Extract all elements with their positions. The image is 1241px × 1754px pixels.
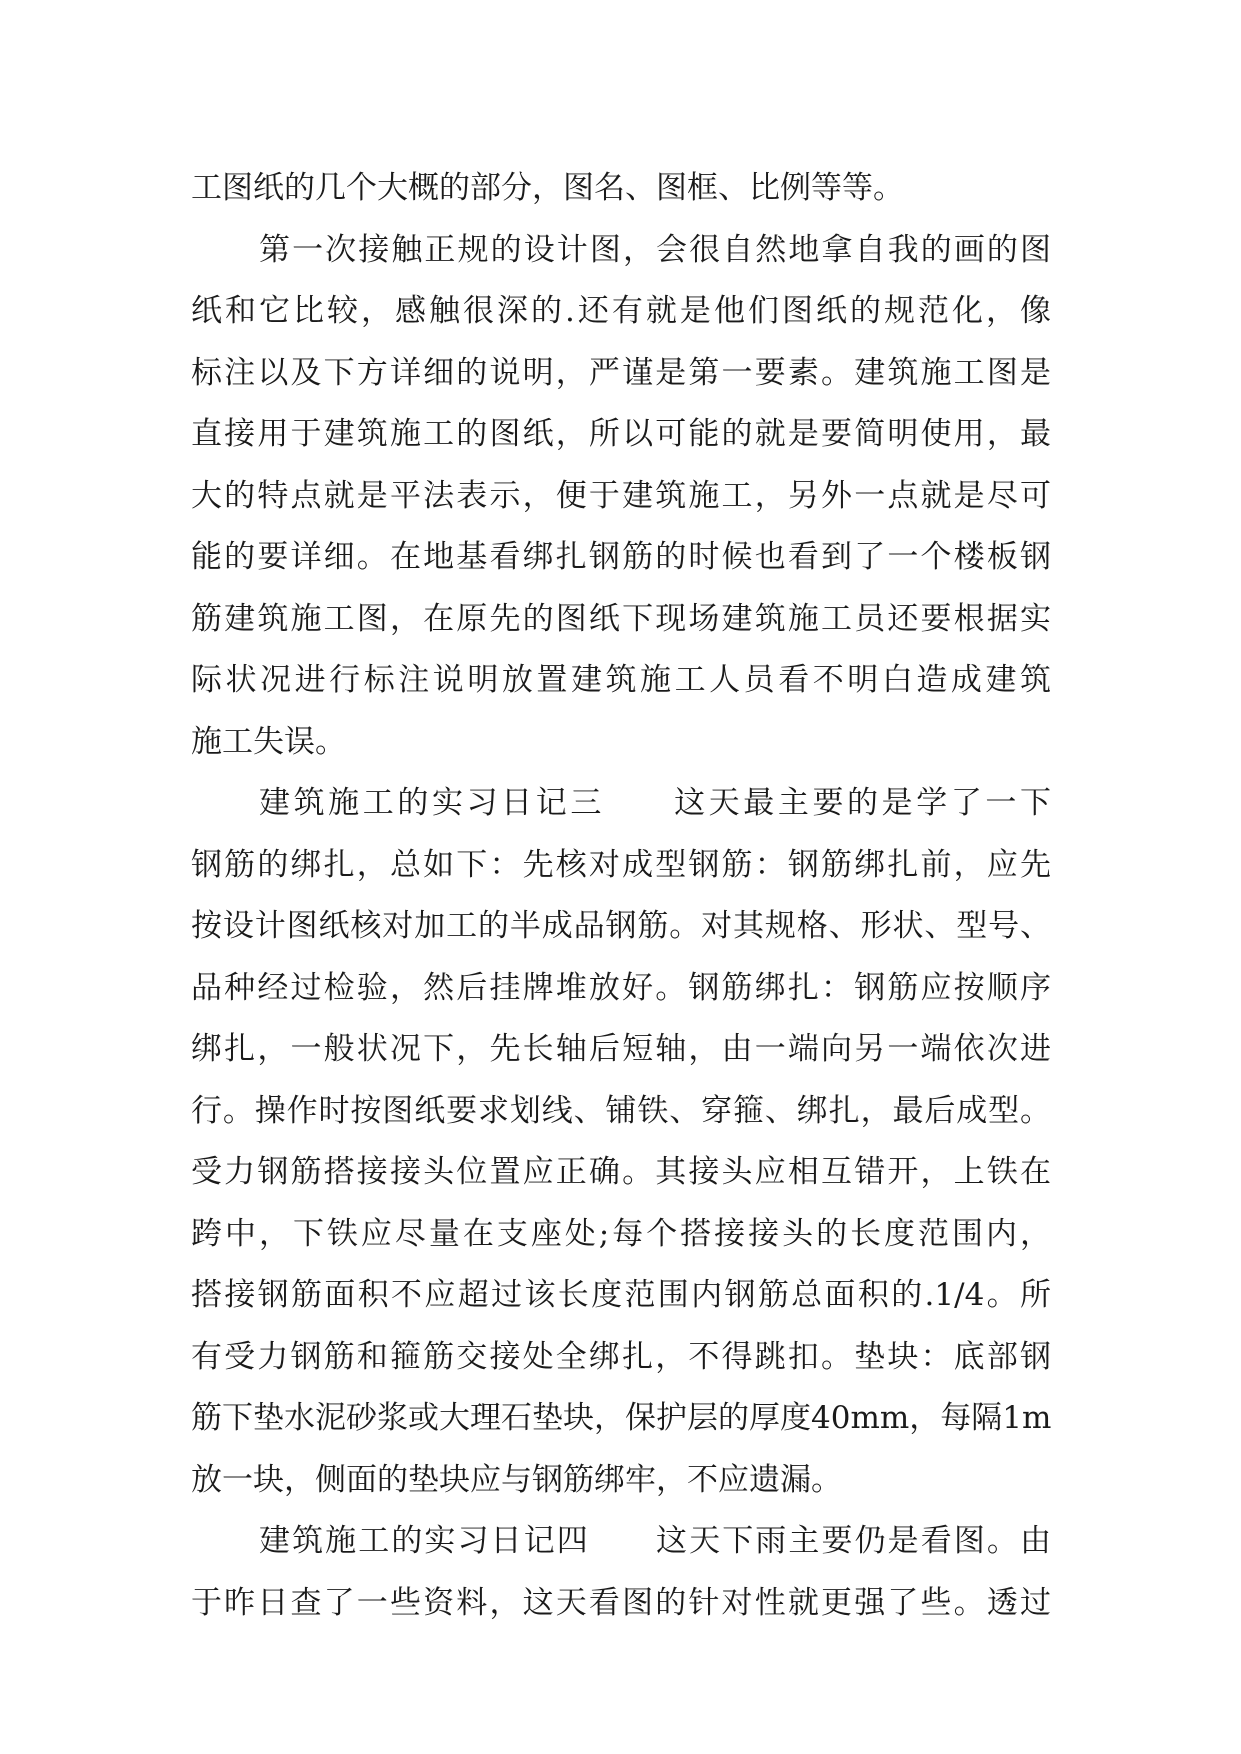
text-line: 受力钢筋搭接接头位置应正确。其接头应相互错开，上铁在 bbox=[191, 1154, 1051, 1190]
text-line: 能的要详细。在地基看绑扎钢筋的时候也看到了一个楼板钢 bbox=[191, 539, 1051, 575]
text-line: 放一块，侧面的垫块应与钢筋绑牢，不应遗漏。 bbox=[191, 1461, 842, 1498]
text-line: 大的特点就是平法表示，便于建筑施工，另外一点就是尽可 bbox=[191, 477, 1051, 514]
text-line: 直接用于建筑施工的图纸，所以可能的就是要简明使用，最 bbox=[191, 416, 1051, 452]
text-line: 跨中，下铁应尽量在支座处;每个搭接接头的长度范围内， bbox=[191, 1215, 1051, 1252]
text-line: 绑扎，一般状况下，先长轴后短轴，由一端向另一端依次进 bbox=[191, 1031, 1051, 1067]
paragraph-first-line: 建筑施工的实习日记四 这天下雨主要仍是看图。由 bbox=[259, 1523, 1051, 1559]
text-line: 纸和它比较，感触很深的.还有就是他们图纸的规范化，像 bbox=[191, 293, 1051, 329]
text-line: 按设计图纸核对加工的半成品钢筋。对其规格、形状、型号、 bbox=[191, 908, 1051, 944]
paragraph-first-line: 第一次接触正规的设计图，会很自然地拿自我的画的图 bbox=[259, 231, 1051, 268]
text-line: 有受力钢筋和箍筋交接处全绑扎，不得跳扣。垫块：底部钢 bbox=[191, 1338, 1051, 1375]
text-line: 际状况进行标注说明放置建筑施工人员看不明白造成建筑 bbox=[191, 662, 1051, 698]
text-line: 筋建筑施工图，在原先的图纸下现场建筑施工员还要根据实 bbox=[191, 600, 1051, 637]
text-line: 品种经过检验，然后挂牌堆放好。钢筋绑扎：钢筋应按顺序 bbox=[191, 969, 1051, 1006]
paragraph-first-line: 建筑施工的实习日记三 这天最主要的是学了一下 bbox=[259, 785, 1051, 821]
text-line: 施工失误。 bbox=[191, 723, 346, 760]
text-line: 行。操作时按图纸要求划线、铺铁、穿箍、绑扎，最后成型。 bbox=[191, 1092, 1051, 1129]
text-line: 钢筋的绑扎，总如下：先核对成型钢筋：钢筋绑扎前，应先 bbox=[191, 846, 1051, 883]
body-text bbox=[191, 158, 1051, 1634]
text-line: 工图纸的几个大概的部分，图名、图框、比例等等。 bbox=[191, 170, 904, 206]
text-line: 搭接钢筋面积不应超过该长度范围内钢筋总面积的.1/4。所 bbox=[191, 1277, 1051, 1313]
text-line: 筋下垫水泥砂浆或大理石垫块，保护层的厚度40mm，每隔1m bbox=[191, 1400, 1052, 1436]
text-line: 标注以及下方详细的说明，严谨是第一要素。建筑施工图是 bbox=[191, 354, 1051, 391]
text-line: 于昨日查了一些资料，这天看图的针对性就更强了些。透过 bbox=[191, 1584, 1051, 1621]
